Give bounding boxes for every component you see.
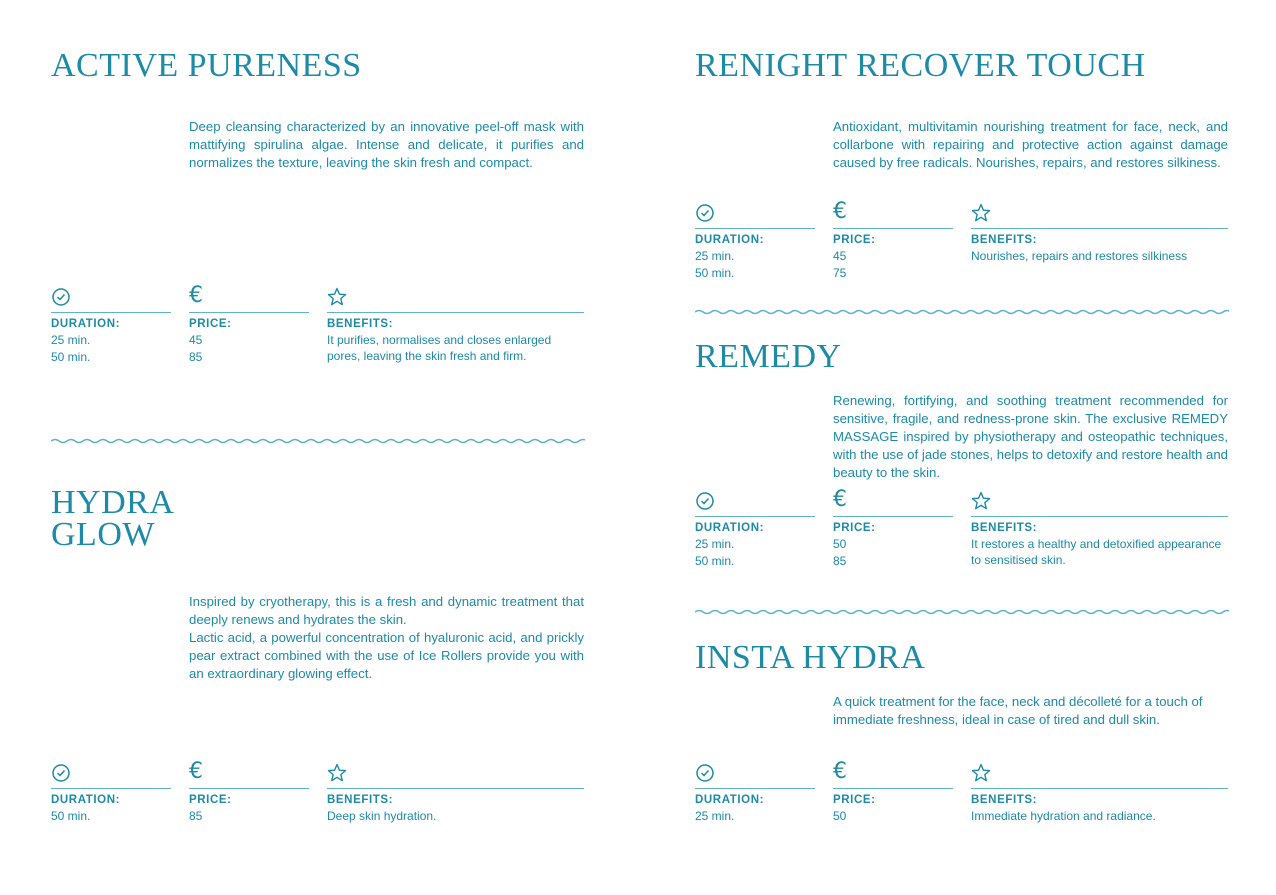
price-label: PRICE: — [833, 794, 876, 806]
benefits-value: Deep skin hydration. — [327, 809, 437, 823]
price-value: 85 — [189, 809, 203, 823]
benefits-value: It restores a healthy and detoxified appearance to sensitised skin. — [971, 537, 1222, 567]
benefits-column — [971, 762, 1228, 824]
price-value: 45 — [189, 333, 203, 347]
duration-column — [695, 490, 815, 569]
treatment-info-active-pureness — [51, 283, 584, 366]
benefits-label: BENEFITS: — [327, 318, 394, 330]
price-column — [833, 199, 953, 281]
treatment-info-hydra-glow — [51, 759, 584, 842]
duration-value: 50 min. — [51, 809, 91, 823]
treatment-description-active-pureness: Deep cleansing characterized by an innovative peel-off mask with mattifying spirulina algae. Intense and delicate, it purifies and normalizes the texture, leaving the skin fresh and compact. — [189, 119, 584, 170]
price-label: PRICE: — [189, 318, 232, 330]
price-column — [189, 283, 309, 365]
benefits-column — [327, 762, 584, 824]
euro-icon: € — [189, 759, 203, 784]
duration-value: 50 min. — [51, 350, 91, 364]
price-value: 45 — [833, 249, 847, 263]
price-label: PRICE: — [189, 794, 232, 806]
clock-icon — [695, 203, 715, 223]
treatment-title-insta-hydra: INSTA HYDRA — [695, 639, 926, 676]
euro-icon: € — [833, 199, 847, 224]
euro-icon: € — [189, 283, 203, 308]
star-icon — [971, 491, 991, 511]
price-value: 85 — [189, 350, 203, 364]
price-value: 50 — [833, 809, 847, 823]
duration-label: DURATION: — [51, 794, 121, 806]
star-icon — [327, 287, 347, 307]
treatment-title-remedy: REMEDY — [695, 338, 842, 375]
wave-divider — [695, 607, 1229, 617]
wave-divider — [51, 436, 585, 446]
duration-value: 25 min. — [695, 809, 735, 823]
price-label: PRICE: — [833, 234, 876, 246]
duration-value: 25 min. — [695, 537, 735, 551]
treatment-description-remedy: Renewing, fortifying, and soothing treatment recommended for sensitive, fragile, and redness-prone skin. The exclusive REMEDY MASSAGE inspired by physiotherapy and osteopathic techniques, with the use of jade stones, helps to detoxify and restore health and beauty to the skin. — [833, 393, 1228, 480]
clock-icon — [51, 763, 71, 783]
duration-label: DURATION: — [695, 234, 765, 246]
benefits-label: BENEFITS: — [971, 522, 1038, 534]
euro-icon: € — [833, 487, 847, 512]
benefits-column — [327, 286, 584, 364]
duration-value: 50 min. — [695, 266, 735, 280]
price-value: 85 — [833, 554, 847, 568]
benefits-value: Immediate hydration and radiance. — [971, 809, 1156, 823]
star-icon — [971, 763, 991, 783]
duration-value: 25 min. — [51, 333, 91, 347]
benefits-label: BENEFITS: — [971, 794, 1038, 806]
duration-column — [695, 762, 815, 824]
duration-column — [51, 762, 171, 824]
price-value: 50 — [833, 537, 847, 551]
benefits-column — [971, 490, 1228, 568]
duration-label: DURATION: — [695, 522, 765, 534]
benefits-label: BENEFITS: — [327, 794, 394, 806]
duration-value: 25 min. — [695, 249, 735, 263]
price-value: 75 — [833, 266, 847, 280]
price-column — [833, 487, 953, 569]
treatment-info-remedy — [695, 487, 1228, 570]
clock-icon — [51, 287, 71, 307]
star-icon — [327, 763, 347, 783]
duration-column — [51, 286, 171, 365]
treatment-description-insta-hydra: A quick treatment for the face, neck and décolleté for a touch of immediate freshness, ideal in case of tired and dull skin. — [833, 694, 1203, 727]
price-label: PRICE: — [833, 522, 876, 534]
price-column — [189, 759, 309, 824]
treatment-description-renight-recover-touch: Antioxidant, multivitamin nourishing treatment for face, neck, and collarbone with repairing and protective action against damage caused by free radicals. Nourishes, repairs, and restores silkiness. — [833, 119, 1228, 170]
euro-icon: € — [833, 759, 847, 784]
benefits-value: Nourishes, repairs and restores silkiness — [971, 249, 1188, 263]
price-column — [833, 759, 953, 824]
duration-value: 50 min. — [695, 554, 735, 568]
benefits-column — [971, 202, 1228, 264]
treatment-info-renight-recover-touch — [695, 199, 1228, 282]
duration-label: DURATION: — [51, 318, 121, 330]
benefits-label: BENEFITS: — [971, 234, 1038, 246]
treatment-description-hydra-glow: Inspired by cryotherapy, this is a fresh and dynamic treatment that deeply renews and hydrates the skin. Lactic acid, a powerful concentration of hyaluronic acid, and prickly pear extract combined with the use of Ice Rollers provide you with an extraordinary glowing effect. — [189, 594, 584, 681]
treatment-title-active-pureness: ACTIVE PURENESS — [51, 47, 362, 84]
duration-label: DURATION: — [695, 794, 765, 806]
wave-divider — [695, 307, 1229, 317]
treatment-title-renight-recover-touch: RENIGHT RECOVER TOUCH — [695, 47, 1146, 84]
treatment-info-insta-hydra — [695, 759, 1228, 842]
duration-column — [695, 202, 815, 281]
benefits-value: It purifies, normalises and closes enlarged pores, leaving the skin fresh and firm. — [327, 333, 552, 363]
star-icon — [971, 203, 991, 223]
clock-icon — [695, 491, 715, 511]
clock-icon — [695, 763, 715, 783]
treatment-title-hydra-glow: HYDRA GLOW — [51, 484, 175, 553]
